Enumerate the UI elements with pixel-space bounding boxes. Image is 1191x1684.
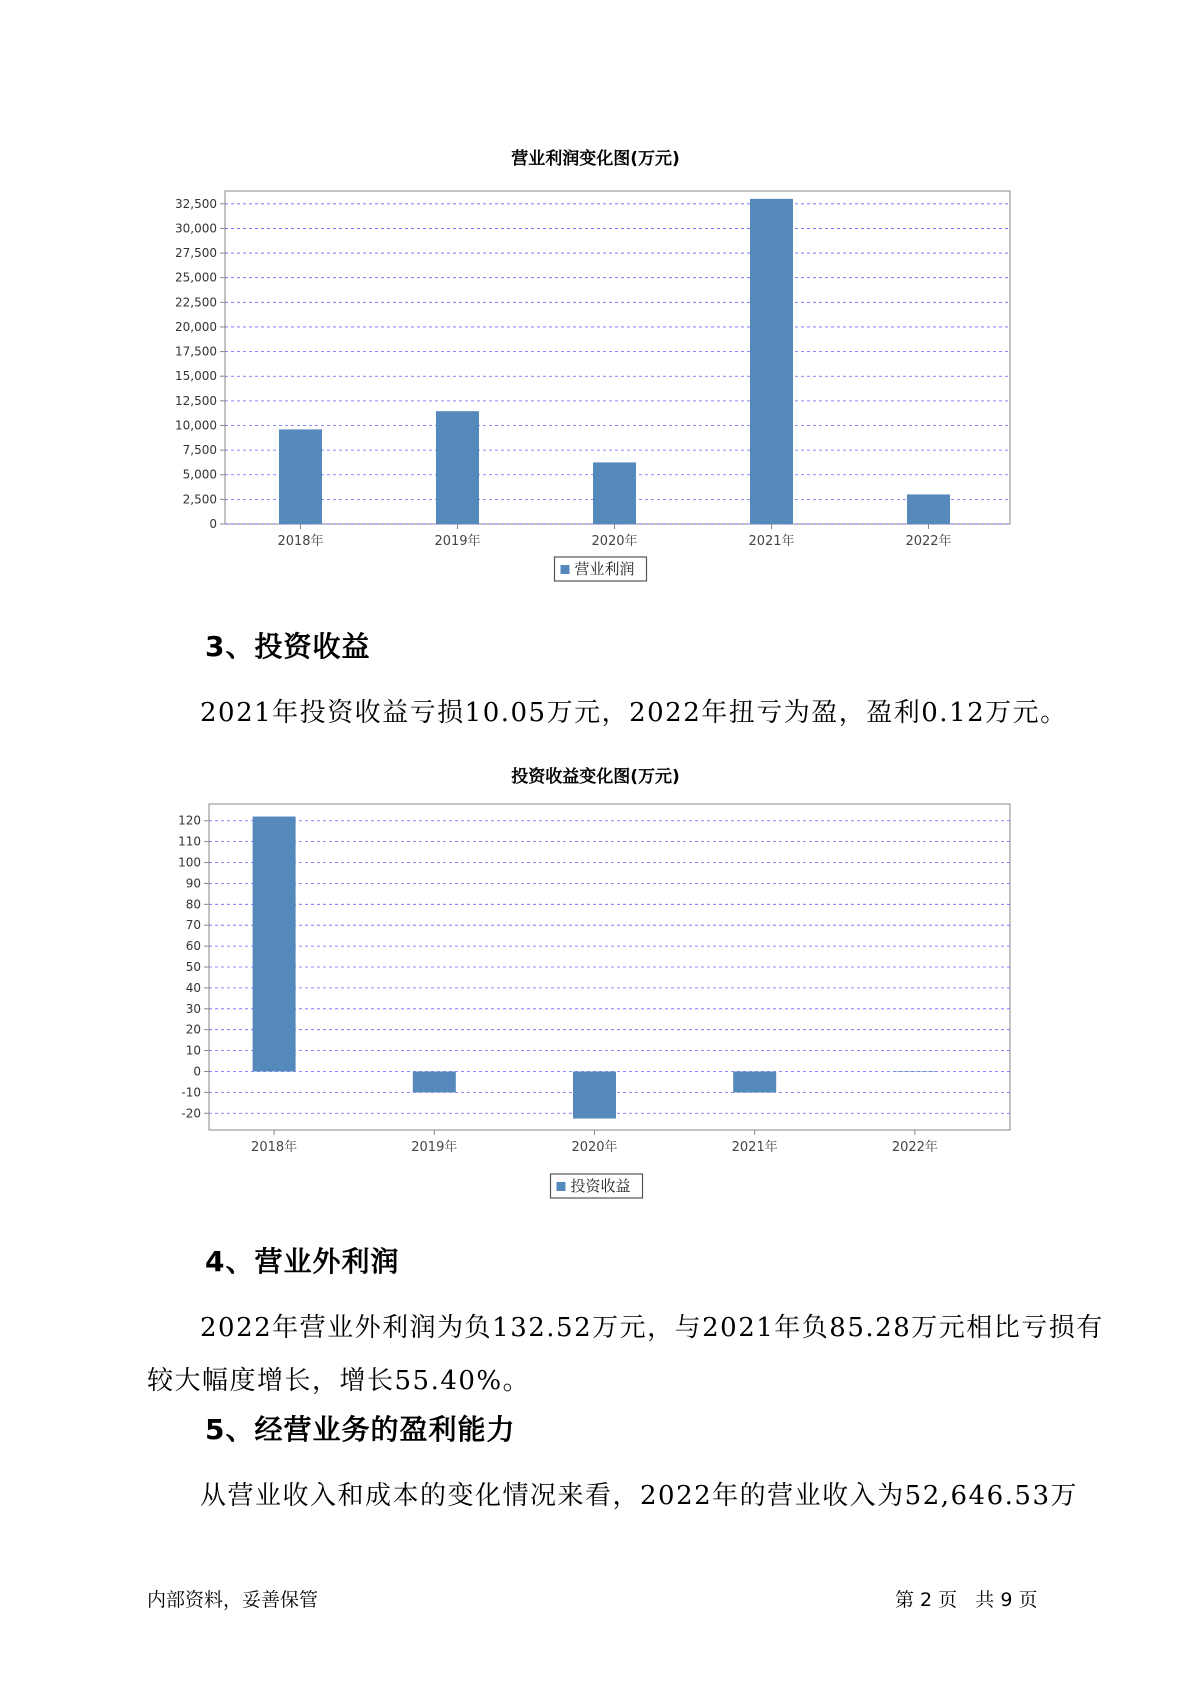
bar-2022年 bbox=[907, 494, 950, 524]
y-tick-label: 32,500 bbox=[175, 196, 217, 211]
y-tick-label: 80 bbox=[185, 897, 201, 912]
bar-2018年 bbox=[253, 817, 296, 1072]
y-tick-label: 90 bbox=[185, 876, 201, 891]
legend-label: 营业利润 bbox=[574, 560, 635, 578]
bar-2021年 bbox=[750, 199, 793, 524]
y-tick-label: 22,500 bbox=[175, 295, 217, 310]
section5-heading: 5、经营业务的盈利能力 bbox=[205, 1413, 516, 1446]
y-tick-label: 70 bbox=[185, 918, 201, 933]
y-tick-label: 0 bbox=[209, 517, 217, 531]
x-tick-label: 2021年 bbox=[748, 534, 795, 549]
legend-label: 投资收益 bbox=[570, 1177, 631, 1195]
x-tick-label: 2018年 bbox=[277, 534, 324, 549]
x-tick-label: 2018年 bbox=[251, 1140, 298, 1155]
y-tick-label: 110 bbox=[178, 834, 201, 849]
page-number: 第 2 页 共 9 页 bbox=[895, 1589, 1038, 1611]
bar-2019年 bbox=[413, 1071, 456, 1092]
y-tick-label: -10 bbox=[181, 1085, 201, 1100]
y-tick-label: 25,000 bbox=[175, 270, 217, 285]
y-tick-label: 120 bbox=[178, 813, 201, 828]
x-tick-label: 2022年 bbox=[905, 534, 952, 549]
x-tick-label: 2020年 bbox=[571, 1140, 618, 1155]
y-tick-label: 10 bbox=[185, 1043, 201, 1058]
y-tick-label: 0 bbox=[193, 1064, 201, 1079]
y-tick-label: 15,000 bbox=[175, 369, 217, 384]
bar-2021年 bbox=[733, 1071, 776, 1092]
section3-heading: 3、投资收益 bbox=[205, 630, 371, 663]
y-tick-label: 60 bbox=[185, 939, 201, 954]
y-tick-label: -20 bbox=[181, 1106, 201, 1121]
y-tick-label: 100 bbox=[178, 855, 201, 870]
operating-profit-chart bbox=[0, 0, 1191, 600]
y-tick-label: 27,500 bbox=[175, 246, 217, 261]
chart1-title: 营业利润变化图(万元) bbox=[511, 149, 680, 169]
bar-2020年 bbox=[593, 462, 636, 524]
x-tick-label: 2022年 bbox=[891, 1140, 938, 1155]
legend-swatch bbox=[561, 565, 570, 574]
section4-paragraph-line1: 2022年营业外利润为负132.52万元，与2021年负85.28万元相比亏损有 bbox=[200, 1313, 1104, 1343]
section4-paragraph-line2: 较大幅度增长，增长55.40%。 bbox=[147, 1366, 531, 1396]
legend-swatch bbox=[557, 1182, 566, 1191]
x-tick-label: 2020年 bbox=[591, 534, 638, 549]
y-tick-label: 40 bbox=[185, 980, 201, 995]
y-tick-label: 17,500 bbox=[175, 344, 217, 359]
footer-confidential: 内部资料，妥善保管 bbox=[147, 1589, 319, 1611]
y-tick-label: 12,500 bbox=[175, 393, 217, 408]
section5-paragraph: 从营业收入和成本的变化情况来看，2022年的营业收入为52,646.53万 bbox=[200, 1481, 1078, 1511]
y-tick-label: 20 bbox=[185, 1022, 201, 1037]
bar-2019年 bbox=[436, 411, 479, 524]
y-tick-label: 30 bbox=[185, 1001, 201, 1016]
y-tick-label: 10,000 bbox=[175, 418, 217, 433]
chart2-title: 投资收益变化图(万元) bbox=[511, 767, 680, 787]
bar-2022年 bbox=[893, 1071, 936, 1072]
x-tick-label: 2019年 bbox=[411, 1140, 458, 1155]
x-tick-label: 2021年 bbox=[731, 1140, 778, 1155]
bar-2020年 bbox=[573, 1071, 616, 1118]
y-tick-label: 50 bbox=[185, 960, 201, 974]
y-tick-label: 7,500 bbox=[182, 443, 217, 458]
y-tick-label: 2,500 bbox=[182, 492, 217, 507]
bar-2018年 bbox=[279, 429, 322, 524]
y-tick-label: 30,000 bbox=[175, 221, 217, 236]
section3-paragraph: 2021年投资收益亏损10.05万元，2022年扭亏为盈，盈利0.12万元。 bbox=[200, 698, 1068, 728]
investment-income-chart bbox=[0, 600, 1191, 1220]
y-tick-label: 20,000 bbox=[175, 319, 217, 334]
x-tick-label: 2019年 bbox=[434, 534, 481, 549]
section4-heading: 4、营业外利润 bbox=[205, 1245, 400, 1278]
y-tick-label: 5,000 bbox=[182, 467, 217, 482]
